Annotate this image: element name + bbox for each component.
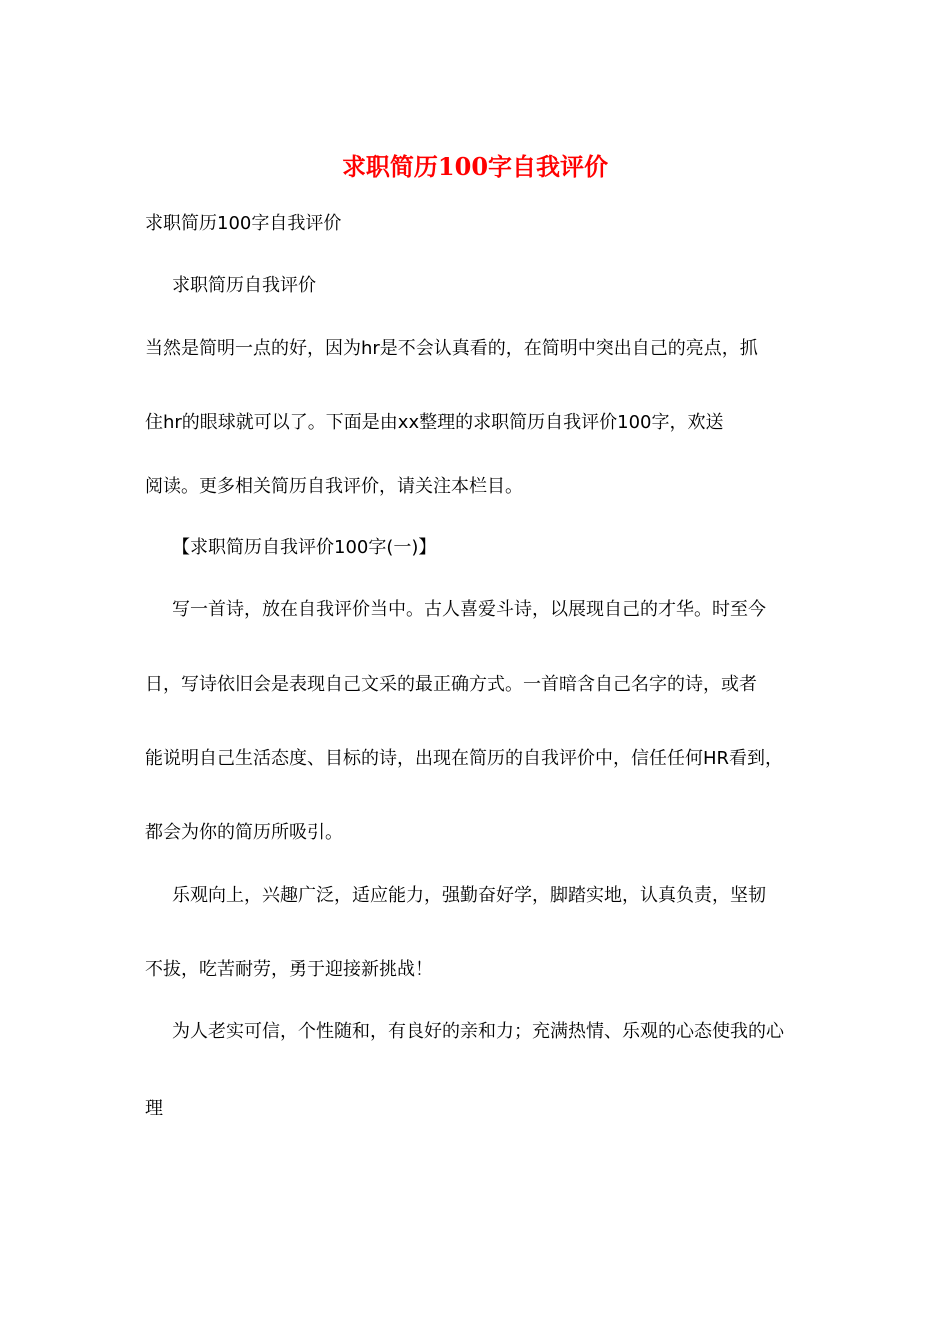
paragraph-line: 能说明自己生活态度、目标的诗，出现在简历的自我评价中，信任任何HR看到， — [145, 748, 784, 769]
document-title: 求职简历100字自我评价 — [341, 152, 609, 181]
paragraph-line: 当然是简明一点的好，因为hr是不会认真看的，在简明中突出自己的亮点，抓 — [145, 338, 758, 359]
paragraph-line: 乐观向上，兴趣广泛，适应能力，强勤奋好学，脚踏实地，认真负责，坚韧 — [172, 885, 766, 906]
paragraph-line: 理 — [145, 1098, 163, 1119]
section-heading: 求职简历自我评价 — [172, 275, 316, 296]
subtitle-line: 求职简历100字自我评价 — [145, 213, 342, 234]
paragraph-line: 住hr的眼球就可以了。下面是由xx整理的求职简历自我评价100字，欢送 — [145, 412, 724, 433]
paragraph-line: 都会为你的简历所吸引。 — [145, 822, 343, 843]
paragraph-line: 日，写诗依旧会是表现自己文采的最正确方式。一首暗含自己名字的诗，或者 — [145, 674, 757, 695]
section-heading: 【求职简历自我评价100字(一)】 — [172, 537, 437, 558]
paragraph-line: 写一首诗，放在自我评价当中。古人喜爱斗诗，以展现自己的才华。时至今 — [172, 599, 766, 620]
paragraph-line: 为人老实可信，个性随和，有良好的亲和力；充满热情、乐观的心态使我的心 — [172, 1021, 784, 1042]
paragraph-line: 阅读。更多相关简历自我评价，请关注本栏目。 — [145, 476, 523, 497]
paragraph-line: 不拔，吃苦耐劳，勇于迎接新挑战！ — [145, 959, 433, 980]
